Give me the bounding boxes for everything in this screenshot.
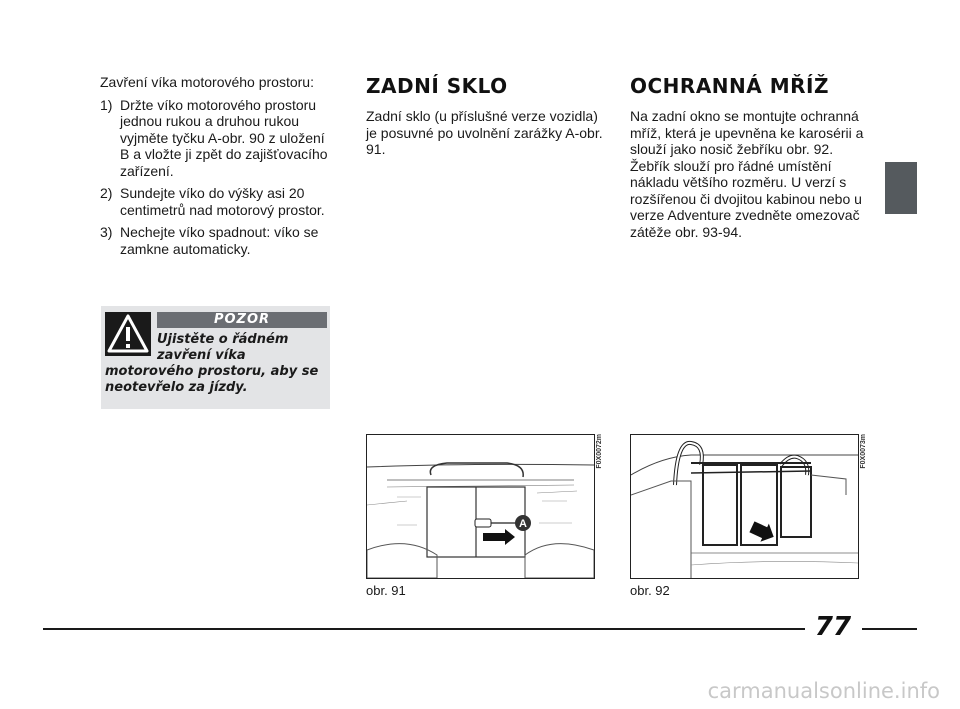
chapter-tab bbox=[885, 162, 917, 214]
step-text: Sundejte víko do výšky asi 20 centimetrů nad motorový prostor. bbox=[120, 185, 325, 218]
footer-rule bbox=[862, 628, 917, 630]
rear-window-illustration bbox=[367, 435, 594, 578]
figure-91 bbox=[366, 434, 595, 579]
steps-list bbox=[100, 97, 332, 258]
rear-window-section bbox=[366, 74, 606, 158]
figure-caption: obr. 91 bbox=[366, 583, 406, 598]
page-number: 77 bbox=[814, 612, 852, 642]
section-text: Zadní sklo (u příslušné verze vozidla) je posuvné po uvolnění zarážky A-obr. 91. bbox=[366, 108, 603, 157]
figure-caption: obr. 92 bbox=[630, 583, 670, 598]
list-item bbox=[100, 97, 332, 180]
figure-92 bbox=[630, 434, 859, 579]
figure-code: F0X0073m bbox=[860, 434, 867, 469]
warning-text: Ujistěte o řádném zavření víka motorového prostoru, aby se neotevřelo za jízdy. bbox=[105, 332, 319, 395]
left-column bbox=[100, 74, 332, 263]
figure-code: F0X0072m bbox=[596, 434, 603, 469]
list-item bbox=[100, 224, 332, 257]
step-number: 3) bbox=[100, 224, 113, 240]
intro-text: Zavření víka motorového prostoru: bbox=[100, 74, 314, 90]
step-number: 1) bbox=[100, 96, 113, 113]
step-text: Nechejte víko spadnout: víko se zamkne automaticky. bbox=[120, 224, 319, 257]
step-text: Držte víko motorového prostoru jednou rukou a druhou rukou vyjměte tyčku A-obr. 90 z uložení B a vložte ji zpět do zajišťovacího zařízení. bbox=[120, 96, 328, 179]
list-item bbox=[100, 185, 332, 218]
footer-rule bbox=[43, 628, 805, 630]
watermark: carmanualsonline.info bbox=[707, 679, 940, 703]
warning-label: POZOR bbox=[157, 312, 327, 328]
callout-a: A bbox=[519, 518, 527, 530]
section-heading: OCHRANNÁ MŘÍŽ bbox=[630, 74, 829, 98]
warning-text-wrap bbox=[105, 332, 327, 396]
warning-box bbox=[101, 306, 330, 409]
section-heading: ZADNÍ SKLO bbox=[366, 74, 508, 98]
protective-grid-section bbox=[630, 74, 875, 240]
ladder-rack-illustration bbox=[631, 435, 858, 578]
step-number: 2) bbox=[100, 185, 113, 201]
section-text: Na zadní okno se montujte ochranná mříž, která je upevněna ke karosérii a slouží jako nosič žebříku obr. 92. Žebřík slouží pro řádné umístění nákladu většího rozměru. U verzí s rozšířenou či dvojitou kabinou nebo u verze Adventure zvedněte omezovač zátěže obr. 93-94. bbox=[630, 108, 864, 240]
